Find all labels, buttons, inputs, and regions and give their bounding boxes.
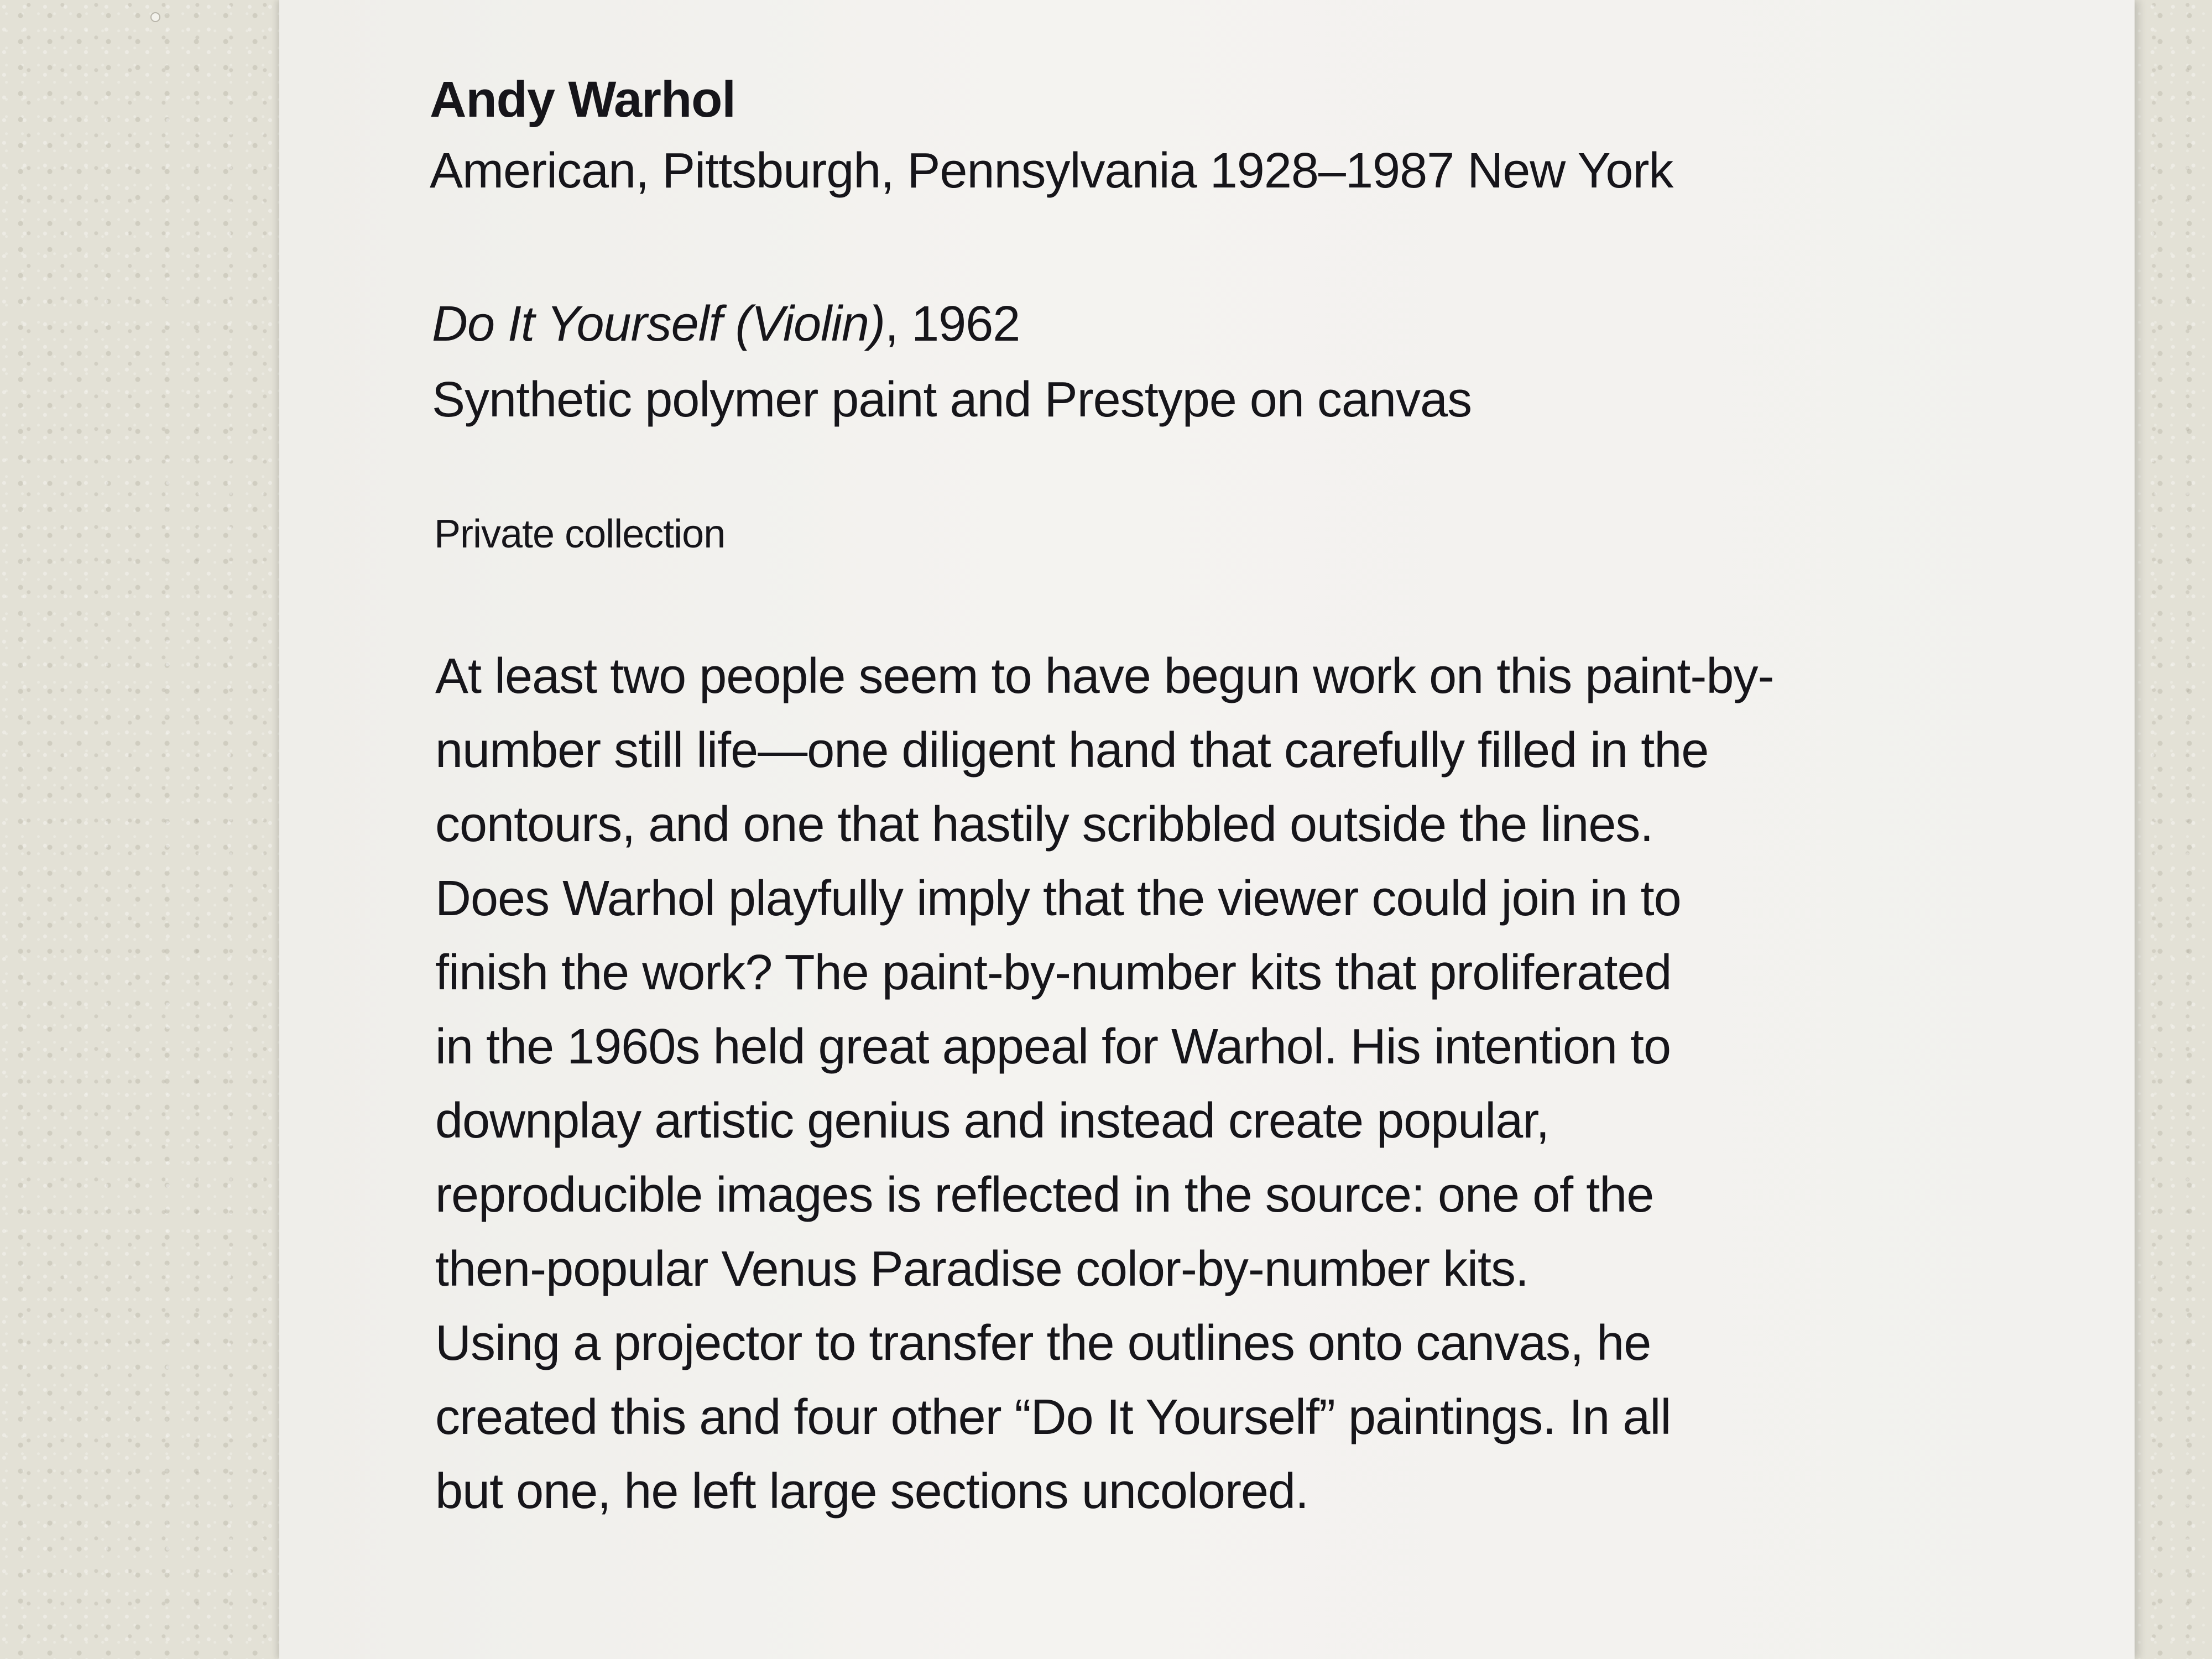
- description-line: number still life—one diligent hand that carefully filled in the: [435, 723, 1709, 778]
- description-line: reproducible images is reflected in the source: one of the: [435, 1167, 1654, 1223]
- pin-hole: [150, 12, 160, 22]
- museum-wall-label: [279, 0, 2135, 1659]
- work-title: Do It Yourself (Violin): [432, 296, 885, 352]
- description-line: Using a projector to transfer the outlines onto canvas, he: [435, 1316, 1651, 1371]
- work-year: 1962: [911, 296, 1020, 352]
- description-line: then-popular Venus Paradise color-by-number kits.: [435, 1241, 1529, 1297]
- artist-name: Andy Warhol: [430, 71, 735, 128]
- description-line: in the 1960s held great appeal for Warhol. His intention to: [435, 1019, 1671, 1074]
- work-medium: Synthetic polymer paint and Prestype on canvas: [432, 372, 1472, 427]
- description-line: finish the work? The paint-by-number kits that proliferated: [435, 945, 1672, 1000]
- artist-bio: American, Pittsburgh, Pennsylvania 1928–1987 New York: [430, 143, 1673, 199]
- description-line: Does Warhol playfully imply that the viewer could join in to: [435, 871, 1681, 926]
- textured-wall-left: [0, 0, 279, 1659]
- textured-wall-right: [2135, 0, 2212, 1659]
- work-title-separator: ,: [885, 296, 912, 352]
- description-line: At least two people seem to have begun work on this paint-by-: [435, 649, 1774, 704]
- description-line: but one, he left large sections uncolored.: [435, 1464, 1309, 1519]
- description-line: created this and four other “Do It Yourself” paintings. In all: [435, 1390, 1671, 1445]
- credit-line: Private collection: [434, 512, 726, 556]
- description-line: downplay artistic genius and instead create popular,: [435, 1093, 1550, 1149]
- work-title-line: [432, 296, 1020, 353]
- description-line: contours, and one that hastily scribbled outside the lines.: [435, 797, 1653, 852]
